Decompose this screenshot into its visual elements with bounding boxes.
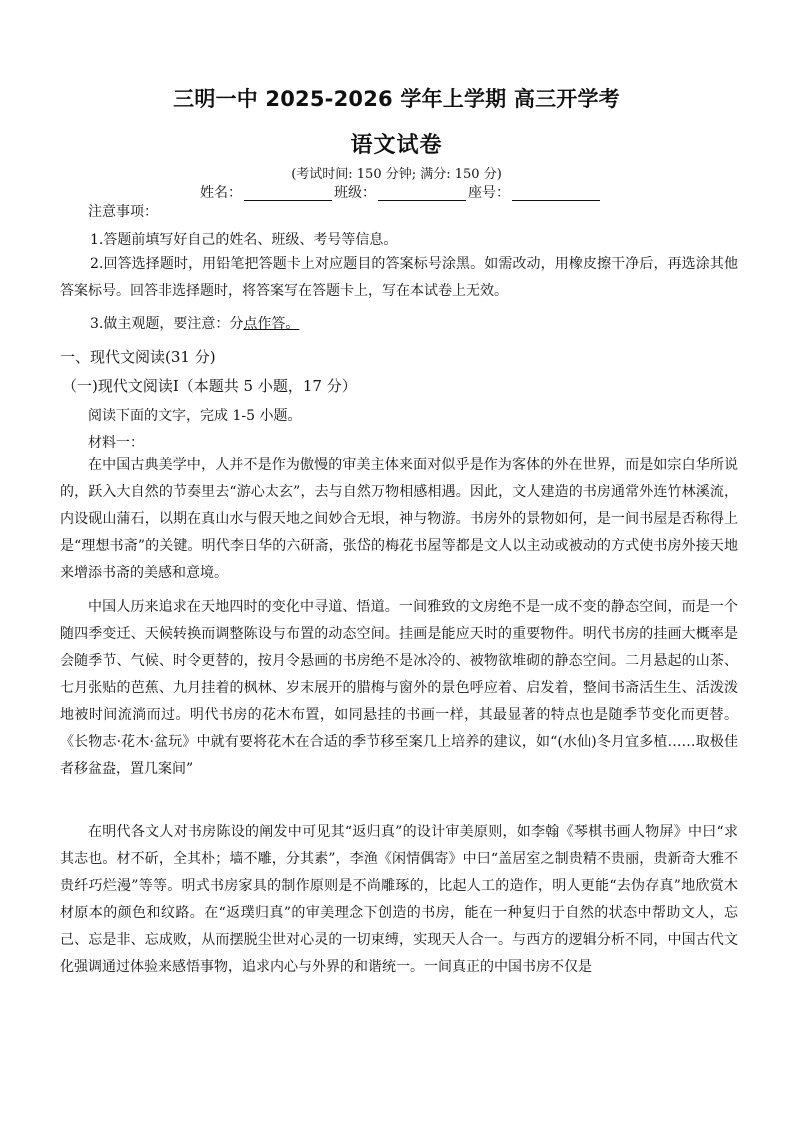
notice-item-3 xyxy=(90,313,299,333)
paragraph-1: 在中国古典美学中，人并不是作为傲慢的审美主体来面对似乎是作为客体的外在世界，而是如宗白华所说的，跃入大自然的节奏里去“游心太玄”，去与自然万物相感相遇。因此，文人建造的书房通常外连竹林溪流，内设砚山蒲石，以期在真山水与假天地之间妙合无垠，神与物游。书房外的景物如何，是一间书屋是否称得上是“理想书斋”的关键。明代李日华的六研斋，张岱的梅花书屋等都是文人以主动或被动的方式使书房外接天地来增添书斋的美感和意境。 xyxy=(60,457,738,581)
name-blank[interactable] xyxy=(244,186,332,201)
section-heading-part1: 一、现代文阅读(31 分) xyxy=(60,348,216,366)
section-subheading: （一)现代文阅读Ⅰ（本题共 5 小题，17 分） xyxy=(62,377,357,395)
class-blank[interactable] xyxy=(378,186,466,201)
class-label: 班级： xyxy=(334,185,376,201)
seat-label: 座号： xyxy=(468,185,510,201)
paragraph-3: 在明代各文人对书房陈设的阐发中可见其“返归真”的设计审美原则，如李翰《琴棋书画人物屏》中曰“求其志也。材不斫，全其朴；墙不雕，分其素”，李渔《闲情偶寄》中曰“盖居室之制贵精不贵丽，贵新奇大雅不贵纤巧烂漫”等等。明式书房家具的制作原则是不尚雕琢的，比起人工的造作，明人更能“去伪存真”地欣赏木材原本的颜色和纹路。在“返璞归真”的审美理念下创造的书房，能在一种复归于自然的状态中帮助文人，忘己、忘是非、忘成败，从而摆脱尘世对心灵的一切束缚，实现天人合一。与西方的逻辑分析不同，中国古代文化强调通过体验来感悟事物，追求内心与外界的和谐统一。一间真正的中国书房不仅是 xyxy=(60,824,738,975)
notice-item-3-underlined: 点作答。 xyxy=(243,316,300,332)
seat-blank[interactable] xyxy=(512,186,600,201)
exam-time-info: (考试时间: 150 分钟; 满分: 150 分) xyxy=(291,167,502,182)
paragraph-2: 中国人历来追求在天地四时的变化中寻道、悟道。一间雅致的文房绝不是一成不变的静态空间，而是一个随四季变迁、天候转换而调整陈设与布置的动态空间。挂画是能应天时的重要物件。明代书房的挂画大概率是会随季节、气候、时令更替的，按月令悬画的书房绝不是冰冷的、被物欲堆砌的静态空间。二月悬起的山茶、七月张贴的芭蕉、九月挂着的枫林、岁末展开的腊梅与窗外的景色呼应着、启发着，整间书斋活生生、活泼泼地被时间流淌而过。明代书房的花木布置，如同悬挂的书画一样，其最显著的特点也是随季节变化而更替。《长物志·花木·盆玩》中就有要将花木在合适的季节移至案几上培养的建议，如“(水仙)冬月宜多植……取极佳者移盆盎，置几案间” xyxy=(60,599,738,777)
notice-item-2: 2.回答选择题时，用铅笔把答题卡上对应题目的答案标号涂黑。如需改动，用橡皮擦干净后，再选涂其他答案标号。回答非选择题时，将答案写在答题卡上，写在本试卷上无效。 xyxy=(60,256,738,299)
school-exam-title: 三明一中 2025-2026 学年上学期 高三开学考 xyxy=(173,87,620,111)
subject-title: 语文试卷 xyxy=(350,133,443,158)
notice-item-3-text: 3.做主观题，要注意：分 xyxy=(90,316,244,332)
student-info-row xyxy=(200,182,602,202)
name-label: 姓名： xyxy=(200,185,242,201)
notice-item-1: 1.答题前填写好自己的姓名、班级、考号等信息。 xyxy=(90,232,398,248)
notice-heading: 注意事项： xyxy=(88,204,158,220)
reading-instruction: 阅读下面的文字，完成 1-5 小题。 xyxy=(88,408,302,424)
material-label: 材料一： xyxy=(88,435,144,451)
